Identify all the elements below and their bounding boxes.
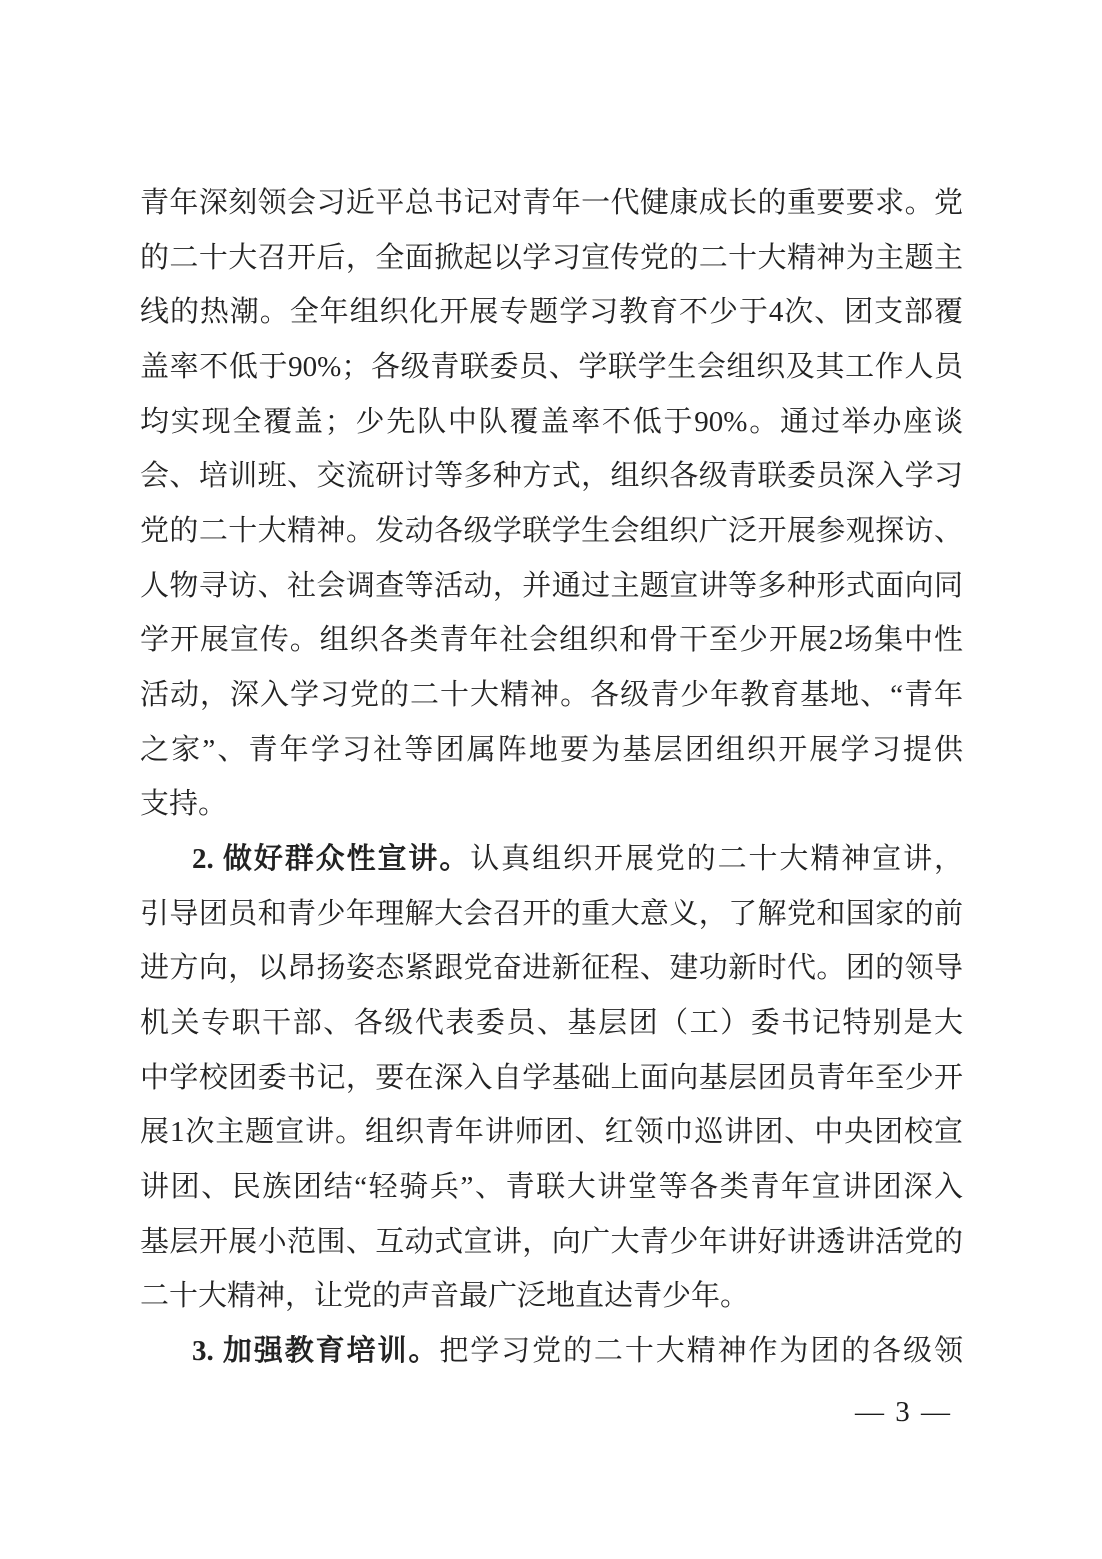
body-text: 学开展宣传。组织各类青年社会组织和骨干至少开展2场集中性 (140, 624, 963, 657)
text-line (140, 285, 963, 340)
text-line (140, 1105, 963, 1160)
body-text: 基层开展小范围、互动式宣讲，向广大青少年讲好讲透讲活党的 (140, 1225, 963, 1258)
body-text: 的二十大召开后，全面掀起以学习宣传党的二十大精神为主题主 (140, 241, 963, 274)
text-line (140, 832, 963, 887)
page-number: — 3 — (855, 1396, 952, 1428)
text-line (140, 176, 963, 231)
body-text: 均实现全覆盖；少先队中队覆盖率不低于90%。通过举办座谈 (140, 405, 963, 438)
document-body (140, 176, 963, 1379)
body-text: 中学校团委书记，要在深入自学基础上面向基层团员青年至少开 (140, 1061, 963, 1094)
text-line (140, 504, 963, 559)
text-line (140, 559, 963, 614)
text-line (140, 723, 963, 778)
body-text: 会、培训班、交流研讨等多种方式，组织各级青联委员深入学习 (140, 460, 963, 493)
body-text: 认真组织开展党的二十大精神宣讲， (470, 843, 963, 876)
body-text: 人物寻访、社会调查等活动，并通过主题宣讲等多种形式面向同 (140, 569, 963, 602)
paragraph-heading-text: 3. 加强教育培训。 (192, 1335, 440, 1368)
text-line (140, 1269, 963, 1324)
body-text: 青年深刻领会习近平总书记对青年一代健康成长的重要要求。党 (140, 187, 963, 219)
body-text: 进方向，以昂扬姿态紧跟党奋进新征程、建功新时代。团的领导 (140, 952, 963, 985)
body-text: 盖率不低于90%；各级青联委员、学联学生会组织及其工作人员 (140, 351, 963, 384)
body-text: 展1次主题宣讲。组织青年讲师团、红领巾巡讲团、中央团校宣 (140, 1116, 963, 1149)
body-text: 机关专职干部、各级代表委员、基层团（工）委书记特别是大 (140, 1007, 963, 1040)
text-line (140, 996, 963, 1051)
body-text: 之家”、青年学习社等团属阵地要为基层团组织开展学习提供 (140, 733, 963, 766)
body-text: 党的二十大精神。发动各级学联学生会组织广泛开展参观探访、 (140, 515, 963, 548)
paragraph-heading-text: 2. 做好群众性宣讲。 (192, 843, 471, 876)
text-line (140, 449, 963, 504)
text-line (140, 613, 963, 668)
text-line (140, 777, 963, 832)
text-line (140, 1324, 963, 1379)
text-line (140, 231, 963, 286)
text-line (140, 340, 963, 395)
body-text: 讲团、民族团结“轻骑兵”、青联大讲堂等各类青年宣讲团深入 (140, 1171, 963, 1204)
text-line (140, 668, 963, 723)
text-line (140, 887, 963, 942)
text-line (140, 1051, 963, 1106)
body-text: 支持。 (140, 788, 228, 821)
body-text: 引导团员和青少年理解大会召开的重大意义，了解党和国家的前 (140, 897, 963, 930)
body-text: 二十大精神，让党的声音最广泛地直达青少年。 (140, 1280, 750, 1313)
body-text: 把学习党的二十大精神作为团的各级领 (439, 1335, 963, 1368)
text-line (140, 1215, 963, 1270)
text-line (140, 395, 963, 450)
body-text: 活动，深入学习党的二十大精神。各级青少年教育基地、“青年 (140, 679, 963, 712)
text-line (140, 1160, 963, 1215)
body-text: 线的热潮。全年组织化开展专题学习教育不少于4次、团支部覆 (140, 296, 963, 329)
text-line (140, 941, 963, 996)
